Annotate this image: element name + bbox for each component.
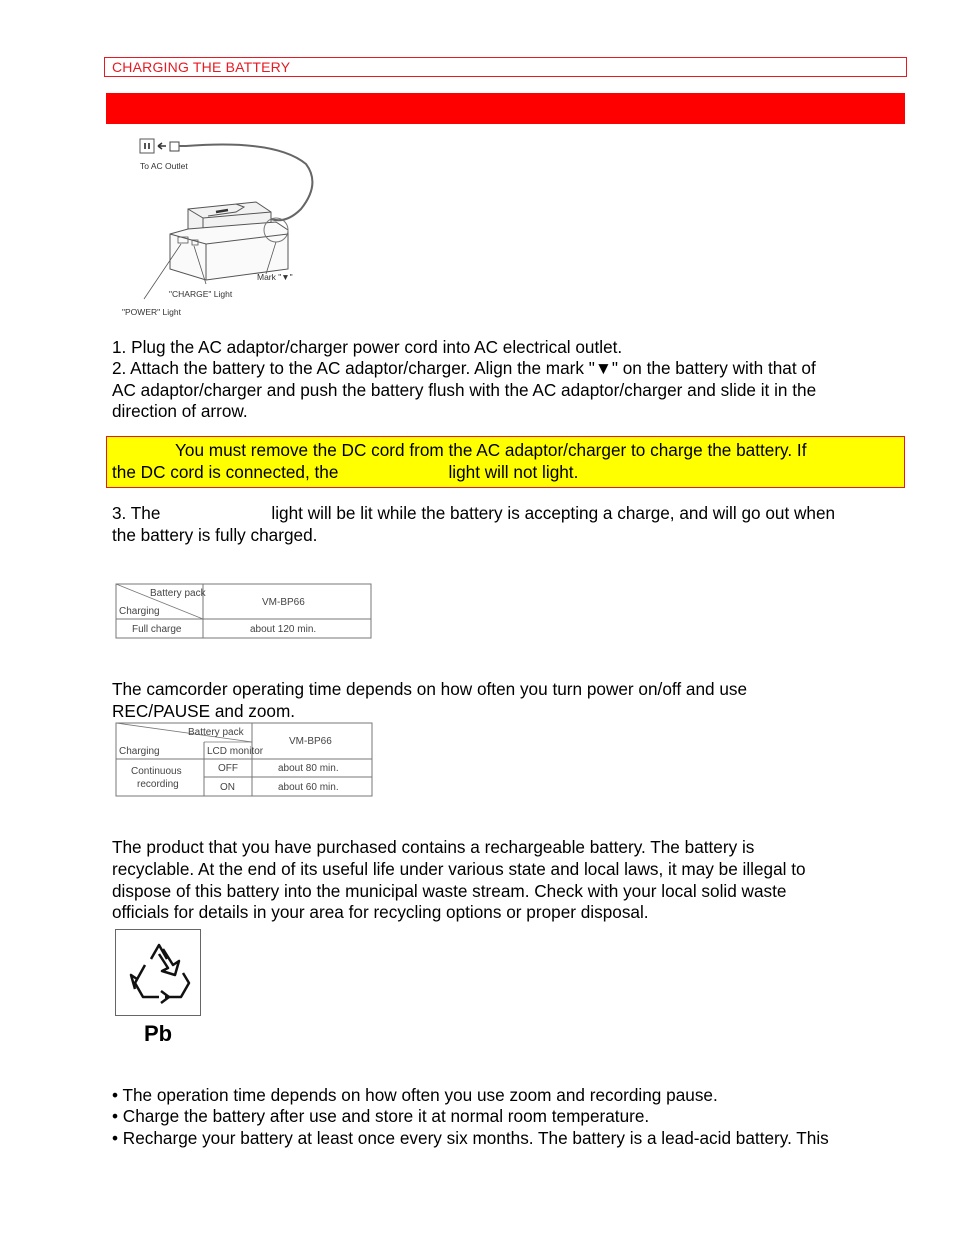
charge-table-row-value: about 120 min. [250, 624, 317, 635]
mark-label: Mark "▼" [257, 272, 293, 282]
section-title: CHARGING THE BATTERY [112, 59, 291, 75]
pb-symbol: Pb [144, 1021, 173, 1046]
note-text [112, 440, 897, 483]
charge-table-corner-top: Battery pack [150, 588, 206, 599]
step-3-a: 3. The [112, 503, 161, 523]
op-table-row-2-lcd: ON [220, 782, 235, 793]
bullet-3: • Recharge your battery at least once every six months. The battery is a lead-acid battery. This [112, 1128, 829, 1148]
power-light-label: "POWER" Light [122, 307, 181, 317]
op-table-row-1-value: about 80 min. [278, 763, 339, 774]
note-line-1: You must remove the DC cord from the AC adaptor/charger to charge the battery. If [175, 440, 807, 460]
step-2-line-1: 2. Attach the battery to the AC adaptor/charger. Align the mark "▼" on the battery with that of [112, 358, 816, 378]
charger-illustration [122, 134, 326, 320]
op-table-row-label-2: recording [137, 779, 179, 790]
note-line-2a: the DC cord is connected, the [112, 461, 339, 482]
op-table-row-1-lcd: OFF [218, 763, 238, 774]
operating-time-table [115, 722, 374, 798]
charge-table-model: VM-BP66 [262, 597, 305, 608]
step-2-line-3: direction of arrow. [112, 401, 248, 421]
charge-light-label: "CHARGE" Light [169, 289, 233, 299]
charge-table-corner-bottom: Charging [119, 606, 160, 617]
op-table-corner-top: Battery pack [188, 727, 244, 738]
recycle-icon [115, 929, 202, 1017]
step-2-line-2: AC adaptor/charger and push the battery flush with the AC adaptor/charger and slide it in the [112, 380, 817, 400]
recycle-line-3: dispose of this battery into the municipal waste stream. Check with your local solid waste [112, 881, 787, 901]
op-table-row-2-value: about 60 min. [278, 782, 339, 793]
charge-table-row-label: Full charge [132, 624, 182, 635]
bullet-1: • The operation time depends on how often you use zoom and recording pause. [112, 1085, 718, 1105]
op-table-lcd-header: LCD monitor [207, 746, 264, 757]
op-table-corner-bottom: Charging [119, 746, 160, 757]
operating-line-2: REC/PAUSE and zoom. [112, 701, 296, 721]
outlet-icon [140, 139, 154, 153]
step-3-line-2: the battery is fully charged. [112, 525, 318, 545]
title-bar [106, 93, 905, 124]
recycle-line-1: The product that you have purchased contains a rechargeable battery. The battery is [112, 837, 755, 857]
bullet-2: • Charge the battery after use and store it at normal room temperature. [112, 1106, 650, 1126]
charge-time-table [115, 583, 373, 640]
recycle-line-2: recyclable. At the end of its useful life under various state and local laws, it may be illegal to [112, 859, 806, 879]
op-table-row-label-1: Continuous [131, 766, 182, 777]
step-3-b: light will be lit while the battery is accepting a charge, and will go out when [271, 503, 836, 523]
step-3-line-1 [112, 503, 902, 525]
step-1: 1. Plug the AC adaptor/charger power cord into AC electrical outlet. [112, 337, 623, 357]
outlet-label: To AC Outlet [140, 161, 188, 171]
op-table-model: VM-BP66 [289, 736, 332, 747]
note-line-2b: light will not light. [448, 461, 579, 482]
arrow-left-icon [158, 143, 166, 149]
operating-line-1: The camcorder operating time depends on how often you turn power on/off and use [112, 679, 748, 699]
recycle-line-4: officials for details in your area for recycling options or proper disposal. [112, 902, 649, 922]
